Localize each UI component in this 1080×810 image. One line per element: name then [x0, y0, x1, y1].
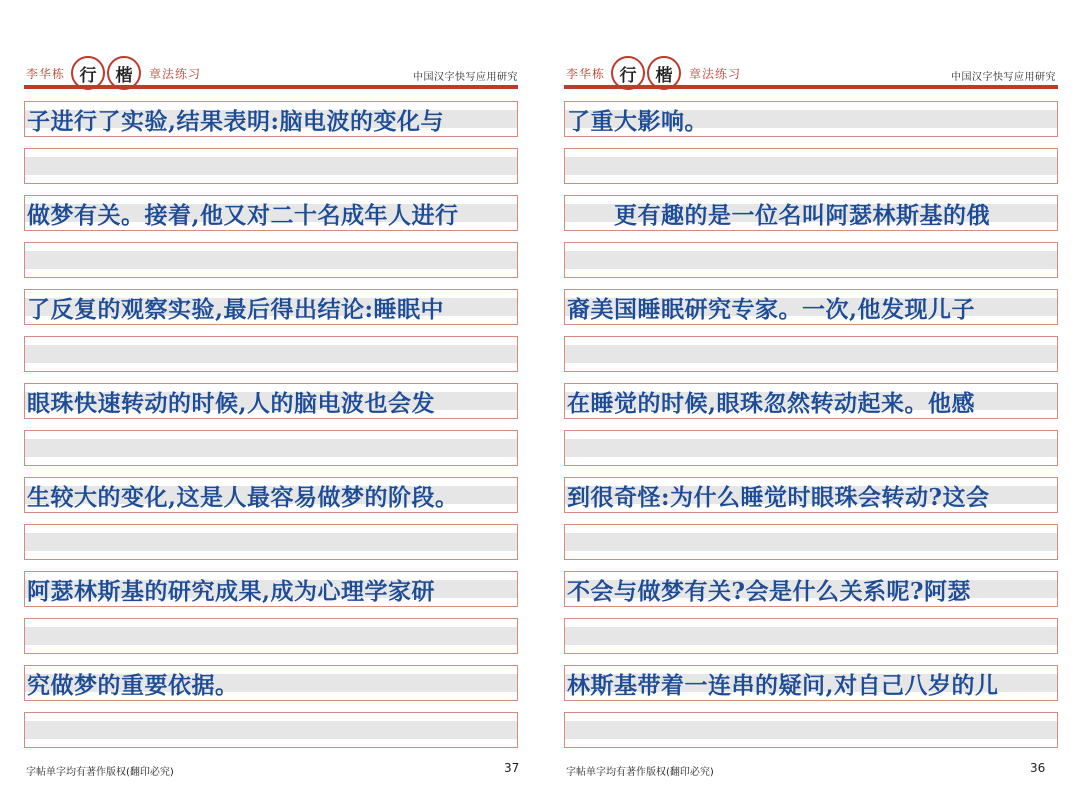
practice-row [564, 148, 1058, 184]
row-text [565, 431, 1057, 465]
practice-row [24, 430, 518, 466]
header-rule [24, 85, 518, 89]
row-text [25, 337, 517, 371]
row-text: 眼珠快速转动的时候,人的脑电波也会发 [27, 389, 436, 417]
row-text: 到很奇怪:为什么睡觉时眼珠会转动?这会 [567, 483, 990, 511]
row-text [25, 619, 517, 653]
practice-row [564, 289, 1058, 325]
row-text: 阿瑟林斯基的研究成果,成为心理学家研 [27, 577, 436, 605]
subject-title: 章法练习 [149, 66, 202, 81]
practice-row [564, 618, 1058, 654]
seal-kai: 楷 [647, 56, 681, 90]
copyright-note: 字帖单字均有著作版权(翻印必究) [26, 767, 174, 778]
practice-rows [24, 101, 518, 759]
seal-xing: 行 [611, 56, 645, 90]
practice-row [24, 289, 518, 325]
row-text: 做梦有关。接着,他又对二十名成年人进行 [27, 201, 459, 229]
author-name: 李华栋 [566, 66, 606, 81]
practice-row [24, 195, 518, 231]
practice-row [564, 195, 1058, 231]
row-text: 子进行了实验,结果表明:脑电波的变化与 [27, 107, 444, 135]
row-text [565, 337, 1057, 371]
practice-row [564, 524, 1058, 560]
practice-rows [564, 101, 1058, 759]
row-text [565, 525, 1057, 559]
page-number: 37 [504, 761, 520, 775]
header-rule [564, 85, 1058, 89]
row-text [565, 713, 1057, 747]
practice-row [564, 383, 1058, 419]
row-text [25, 243, 517, 277]
practice-row [24, 101, 518, 137]
author-name: 李华栋 [26, 66, 66, 81]
row-text: 更有趣的是一位名叫阿瑟林斯基的俄 [567, 201, 990, 229]
practice-row [24, 477, 518, 513]
series-title: 中国汉字快写应用研究 [951, 72, 1056, 83]
practice-row [24, 712, 518, 748]
seal-xing: 行 [71, 56, 105, 90]
practice-row [24, 336, 518, 372]
row-text: 林斯基带着一连串的疑问,对自己八岁的儿 [567, 671, 999, 699]
practice-row [564, 430, 1058, 466]
copyright-note: 字帖单字均有著作版权(翻印必究) [566, 767, 714, 778]
practice-row [24, 242, 518, 278]
practice-row [564, 712, 1058, 748]
practice-row [564, 665, 1058, 701]
subject-title: 章法练习 [689, 66, 742, 81]
row-text [565, 619, 1057, 653]
practice-row [24, 383, 518, 419]
practice-row [24, 571, 518, 607]
practice-row [564, 101, 1058, 137]
row-text: 了重大影响。 [567, 107, 708, 135]
row-text [25, 525, 517, 559]
practice-row [24, 618, 518, 654]
seal-kai: 楷 [107, 56, 141, 90]
row-text [565, 149, 1057, 183]
row-text: 生较大的变化,这是人最容易做梦的阶段。 [27, 483, 459, 511]
practice-row [564, 242, 1058, 278]
row-text: 不会与做梦有关?会是什么关系呢?阿瑟 [567, 577, 971, 605]
practice-row [564, 571, 1058, 607]
right-page [540, 0, 1080, 810]
row-text: 在睡觉的时候,眼珠忽然转动起来。他感 [567, 389, 976, 417]
practice-row [24, 524, 518, 560]
row-text [25, 149, 517, 183]
practice-row [564, 477, 1058, 513]
page-number: 36 [1030, 761, 1046, 775]
row-text [25, 431, 517, 465]
practice-row [24, 148, 518, 184]
row-text: 了反复的观察实验,最后得出结论:睡眠中 [27, 295, 444, 323]
series-title: 中国汉字快写应用研究 [413, 72, 518, 83]
row-text: 裔美国睡眠研究专家。一次,他发现儿子 [567, 295, 976, 323]
row-text: 究做梦的重要依据。 [27, 671, 239, 699]
practice-row [564, 336, 1058, 372]
practice-row [24, 665, 518, 701]
row-text [25, 713, 517, 747]
row-text [565, 243, 1057, 277]
